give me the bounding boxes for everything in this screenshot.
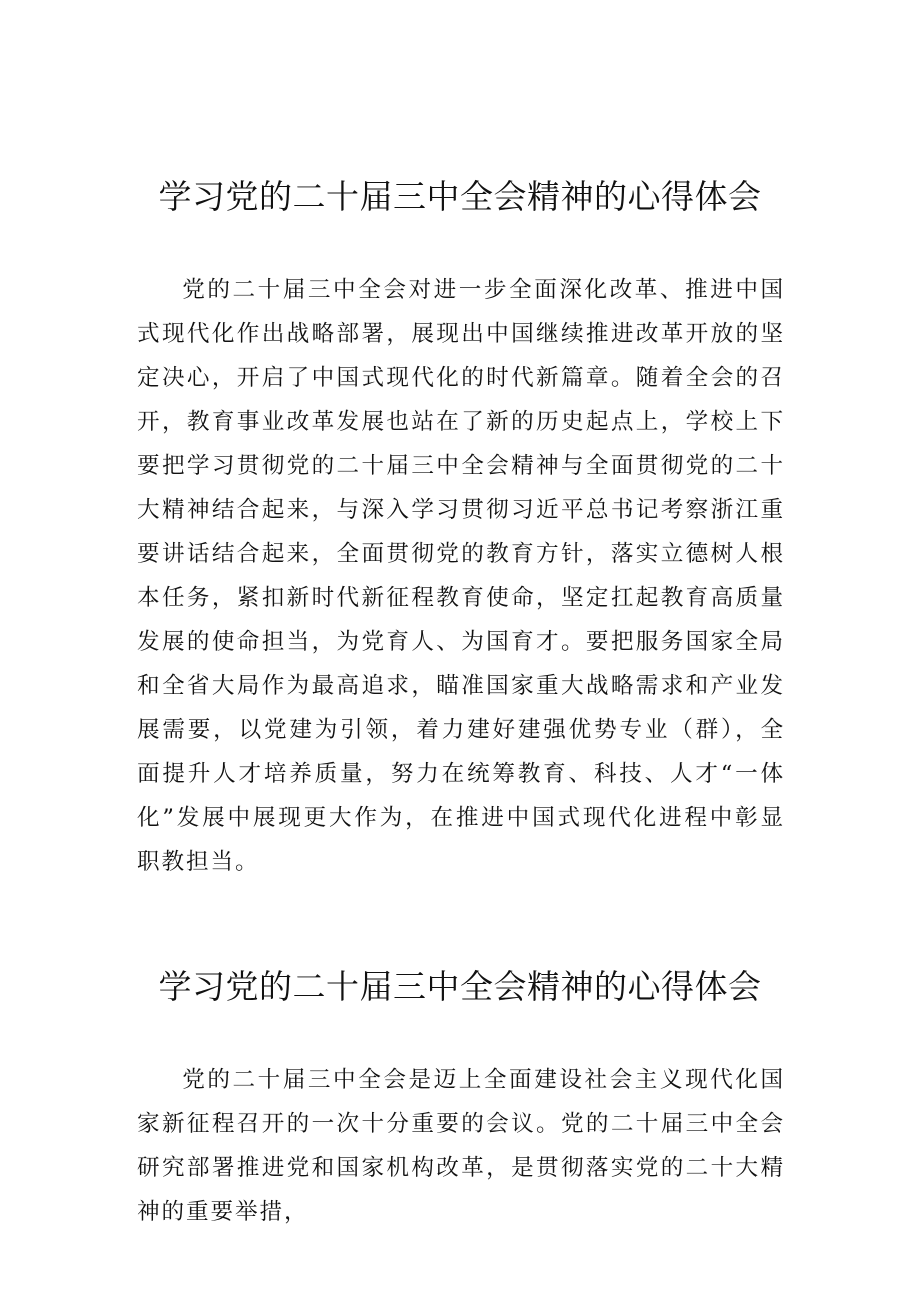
essay-title: 学习党的二十届三中全会精神的心得体会 <box>158 967 762 1006</box>
essay-paragraph: 党的二十届三中全会对进一步全面深化改革、推进中国式现代化作出战略部署，展现出中国继续推进改革开放的坚定决心，开启了中国式现代化的时代新篇章。随着全会的召开，教育事业改革发展也站在了新的历史起点上，学校上下要把学习贯彻党的二十届三中全会精神与全面贯彻党的二十大精神结合起来，与深入学习贯彻习近平总书记考察浙江重要讲话结合起来，全面贯彻党的教育方针，落实立德树人根本任务，紧扣新时代新征程教育使命，坚定扛起教育高质量发展的使命担当，为党育人、为国育才。要把服务国家全局和全省大局作为最高追求，瞄准国家重大战略需求和产业发展需要，以党建为引领，着力建好建强优势专业（群），全面提升人才培养质量，努力在统筹教育、科技、人才“一体化”发展中展现更大作为，在推进中国式现代化进程中彰显职教担当。 <box>137 277 785 875</box>
essay-section-2 <box>0 962 920 1225</box>
essay-title: 学习党的二十届三中全会精神的心得体会 <box>158 177 762 216</box>
essay-paragraph: 党的二十届三中全会是迈上全面建设社会主义现代化国家新征程召开的一次十分重要的会议。党的二十届三中全会研究部署推进党和国家机构改革，是贯彻落实党的二十大精神的重要举措， <box>137 1067 785 1225</box>
essay-section-1 <box>0 172 920 875</box>
